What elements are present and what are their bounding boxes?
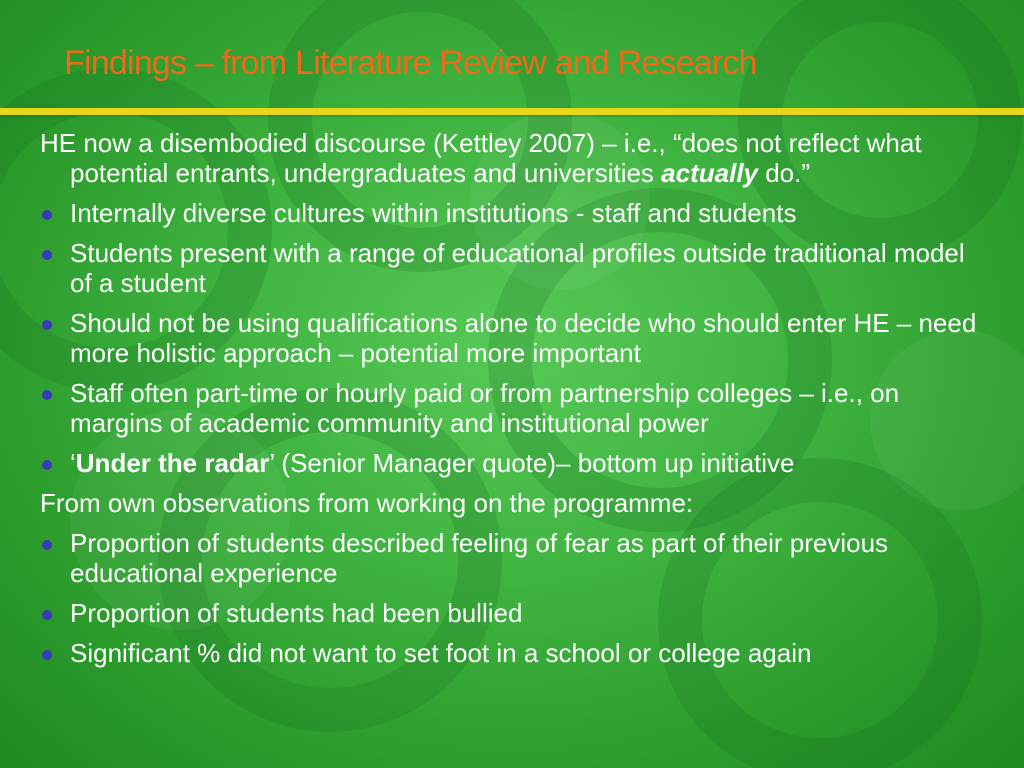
list-item-text: Students present with a range of educational profiles outside traditional model of a student [70,238,965,298]
bullet-icon [42,250,52,260]
intro-emphasis: actually [661,158,758,188]
bullet-icon [42,390,52,400]
bullet-icon [42,650,52,660]
radar-bold-text: Under the radar [75,448,270,478]
list-item [40,198,980,228]
list-item-text: Proportion of students had been bullied [70,598,523,628]
list-item [40,528,980,588]
intro-text-end: do.” [758,158,811,188]
list-item-text: Staff often part-time or hourly paid or from partnership colleges – i.e., on margins of academic community and institutional power [70,378,900,438]
list-item-text: Significant % did not want to set foot in a school or college again [70,638,812,668]
bullet-icon [42,460,52,470]
list-item [40,308,980,368]
list-item-text: Proportion of students described feeling of fear as part of their previous educational experience [70,528,889,588]
bullet-icon [42,210,52,220]
intro-text: HE now a disembodied discourse (Kettley 2007) – i.e., “does not reflect what potential entrants, undergraduates and universities [40,128,922,188]
observations-heading: From own observations from working on the programme: [40,488,694,518]
slide-title: Findings – from Literature Review and Research [64,44,757,82]
list-item [40,598,980,628]
list-item-radar [40,448,980,478]
list-item [40,638,980,668]
list-item [40,378,980,438]
slide-body [40,128,980,678]
bullet-icon [42,610,52,620]
list-item [40,238,980,298]
radar-open-quote: ‘ [70,448,76,478]
bullet-icon [42,540,52,550]
radar-rest-text: ’ (Senior Manager quote)– bottom up initiative [269,448,795,478]
title-divider [0,108,1024,115]
list-item-text: Internally diverse cultures within institutions - staff and students [70,198,797,228]
list-item-text: Should not be using qualifications alone to decide who should enter HE – need more holistic approach – potential more important [70,308,977,368]
intro-paragraph [40,128,980,188]
bullet-icon [42,320,52,330]
